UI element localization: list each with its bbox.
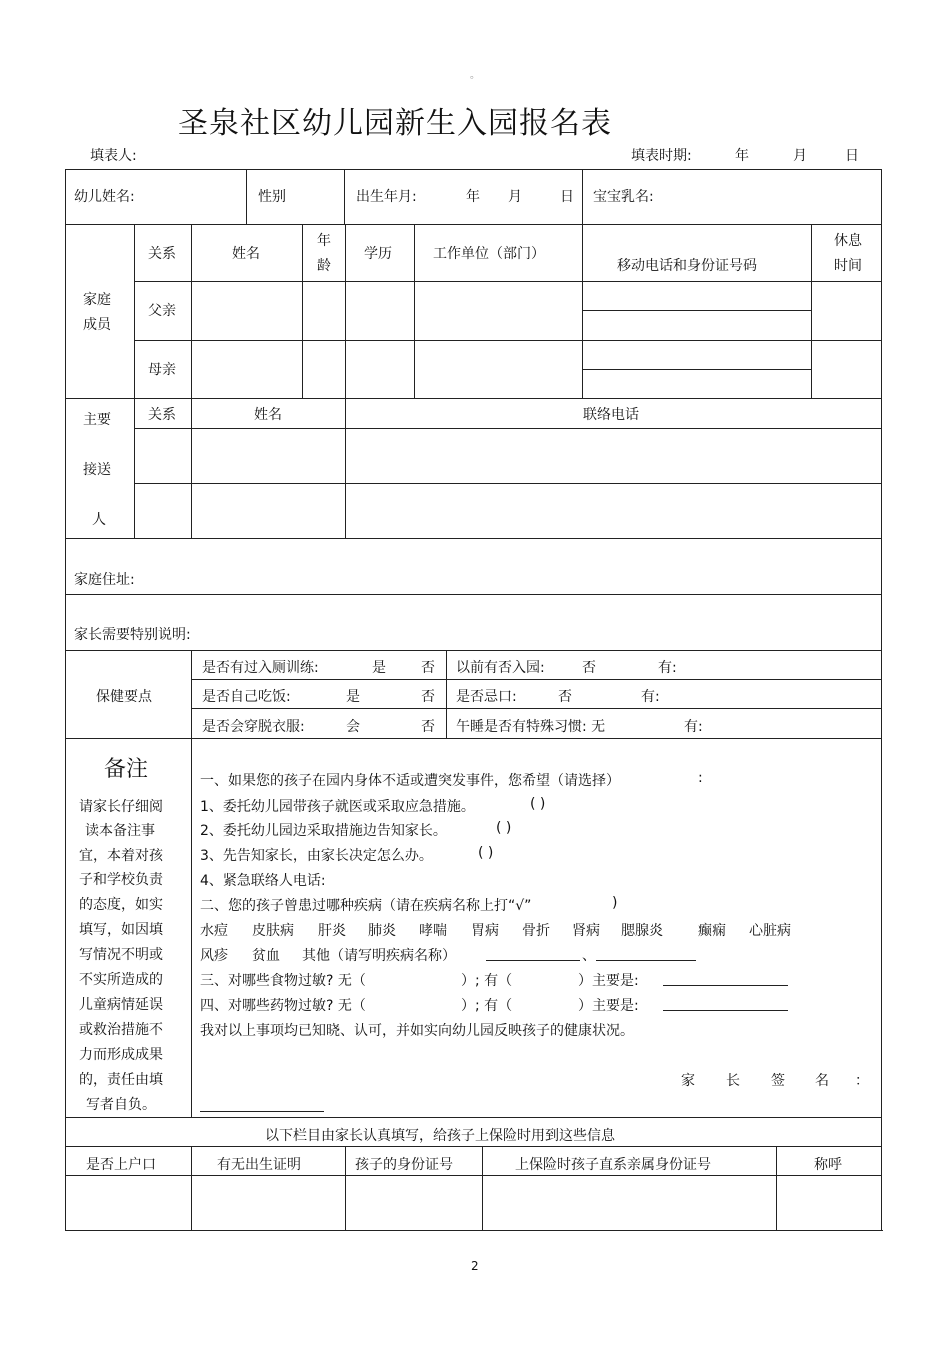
notes-side-line: 填写，如因填 [79,922,163,938]
notes-title: 备注 [104,757,149,782]
notes-side-line: 写情况不明或 [79,947,163,963]
disease-item: 腮腺炎 [621,923,663,939]
pickup-section-label: 主要 [83,412,111,428]
health-kinder-question: 以前有否入园: [456,660,545,676]
pickup-section-label-3: 人 [92,512,106,528]
health-taboo-question: 是否忌口: [456,689,517,705]
health-label: 保健要点 [96,689,152,705]
health-eat-yes: 是 [346,689,360,705]
family-section-label: 家庭 [83,292,111,308]
health-dress-yes: 会 [346,719,360,735]
insurance-col-relative-id: 上保险时孩子直系亲属身份证号 [515,1157,711,1173]
disease-item: 哮喘 [419,923,447,939]
page-number: 2 [471,1259,479,1273]
insurance-col-household: 是否上户口 [86,1157,156,1173]
family-header-age: 年 [317,233,331,249]
notes-option-1-paren: ( ) [530,796,546,812]
insurance-col-child-id: 孩子的身份证号 [355,1157,453,1173]
family-header-work-unit: 工作单位（部门） [433,246,545,262]
health-dress-question: 是否会穿脱衣服: [202,719,305,735]
notes-emergency-phone: 4、紧急联络人电话: [200,873,326,889]
disease-anemia: 贫血 [252,948,280,964]
pickup-section-label-2: 接送 [83,462,111,478]
disease-item: 心脏病 [749,923,791,939]
fill-date-month: 月 [793,148,807,164]
drug-allergy-main: ）主要是: [578,998,639,1014]
health-toilet-yes: 是 [372,660,386,676]
disease-item: 骨折 [522,923,550,939]
health-kinder-no: 否 [582,660,596,676]
notes-option-3-paren: ( ) [478,845,494,861]
notes-side-line: 的态度，如实 [79,897,163,913]
pickup-header-phone: 联络电话 [583,407,639,423]
notes-option-1: 1、委托幼儿园带孩子就医或采取应急措施。 [200,799,475,815]
food-allergy-main: ）主要是: [578,973,639,989]
family-header-rest: 休息 [834,233,862,249]
notes-q1-colon: : [698,770,703,786]
notes-side-line: 写者自负。 [86,1097,156,1113]
food-allergy-question: 三、对哪些食物过敏? 无（ [200,973,366,989]
notes-q1: 一、如果您的孩子在园内身体不适或遭突发事件，您希望（请选择） [200,773,620,789]
notes-option-2: 2、委托幼儿园边采取措施边告知家长。 [200,823,447,839]
family-header-relation: 关系 [148,246,176,262]
signature-char: 名 [815,1073,829,1089]
notes-side-line: 或救治措施不 [79,1022,163,1038]
health-kinder-yes: 有: [658,660,677,676]
disease-other-label: 其他（请写明疾病名称） [302,948,456,964]
notes-side-line: 请家长仔细阅 [79,799,163,815]
notes-q2: 二、您的孩子曾患过哪种疾病（请在疾病名称上打“√” [200,898,532,914]
notes-side-line: 读本备注事 [85,823,155,839]
address-label: 家庭住址: [74,572,135,588]
page-dot: 。 [470,70,480,81]
filler-label: 填表人: [90,148,137,164]
family-header-phone-id: 移动电话和身份证号码 [617,258,757,274]
fill-date-year: 年 [735,148,749,164]
notes-q2-paren: ) [612,895,618,911]
family-header-name: 姓名 [232,246,260,262]
notes-option-3: 3、先告知家长，由家长决定怎么办。 [200,848,433,864]
notes-side-line: 子和学校负责 [79,872,163,888]
signature-char: 签 [771,1073,785,1089]
child-birth-day: 日 [560,189,574,205]
notes-side-line: 的，责任由填 [79,1072,163,1088]
disease-item: 肝炎 [318,923,346,939]
notes-side-line: 力而形成成果 [79,1047,163,1063]
health-eat-no: 否 [421,689,435,705]
signature-blank[interactable] [200,1097,324,1112]
insurance-col-birth-cert: 有无出生证明 [217,1157,301,1173]
family-header-age-2: 龄 [317,258,331,274]
family-mother-label: 母亲 [148,362,176,378]
health-taboo-no: 否 [558,689,572,705]
food-allergy-blank[interactable] [663,971,788,986]
drug-allergy-question: 四、对哪些药物过敏? 无（ [200,998,366,1014]
insurance-banner: 以下栏目由家长认真填写，给孩子上保险时用到这些信息 [265,1128,615,1144]
special-notes-label: 家长需要特别说明: [74,627,191,643]
notes-side-line: 儿童病情延误 [79,997,163,1013]
health-nap-question: 午睡是否有特殊习惯: 无 [456,719,606,735]
disease-rubella: 风疹 [200,948,228,964]
child-birth-month: 月 [508,189,522,205]
family-header-education: 学历 [364,246,392,262]
disease-item: 皮肤病 [252,923,294,939]
disease-item: 肺炎 [368,923,396,939]
disease-other-blank-2[interactable] [596,946,696,961]
drug-allergy-blank[interactable] [663,996,788,1011]
child-birth-label: 出生年月: [356,189,417,205]
health-toilet-no: 否 [421,660,435,676]
disease-item: 肾病 [572,923,600,939]
pickup-header-relation: 关系 [148,407,176,423]
health-taboo-yes: 有: [641,689,660,705]
signature-char: 长 [726,1073,740,1089]
signature-char: ： [855,1073,869,1089]
signature-char: 家 [681,1073,695,1089]
disease-other-blank-1[interactable] [486,946,580,961]
notes-side-line: 宜，本着对孩 [79,848,163,864]
drug-allergy-mid: ）; 有（ [461,998,513,1014]
child-name-label: 幼儿姓名: [74,189,135,205]
child-birth-year: 年 [466,189,480,205]
health-eat-question: 是否自己吃饭: [202,689,291,705]
notes-side-line: 不实所造成的 [79,972,163,988]
disease-item: 胃病 [471,923,499,939]
health-toilet-question: 是否有过入厕训练: [202,660,319,676]
family-father-label: 父亲 [148,303,176,319]
health-nap-yes: 有: [684,719,703,735]
child-gender-label: 性别 [258,189,286,205]
family-header-rest-2: 时间 [834,258,862,274]
confirm-statement: 我对以上事项均已知晓、认可，并如实向幼儿园反映孩子的健康状况。 [200,1023,634,1039]
page-title: 圣泉社区幼儿园新生入园报名表 [178,106,612,141]
fill-date-day: 日 [845,148,859,164]
disease-item: 水痘 [200,923,228,939]
insurance-col-title: 称呼 [814,1157,842,1173]
disease-item: 癫痫 [698,923,726,939]
fill-date-label: 填表时期: [631,148,692,164]
disease-other-separator: 、 [582,948,596,964]
notes-option-2-paren: ( ) [496,820,512,836]
health-dress-no: 否 [421,719,435,735]
family-section-label-2: 成员 [83,317,111,333]
pickup-header-name: 姓名 [254,407,282,423]
child-nickname-label: 宝宝乳名: [593,189,654,205]
food-allergy-mid: ）; 有（ [461,973,513,989]
